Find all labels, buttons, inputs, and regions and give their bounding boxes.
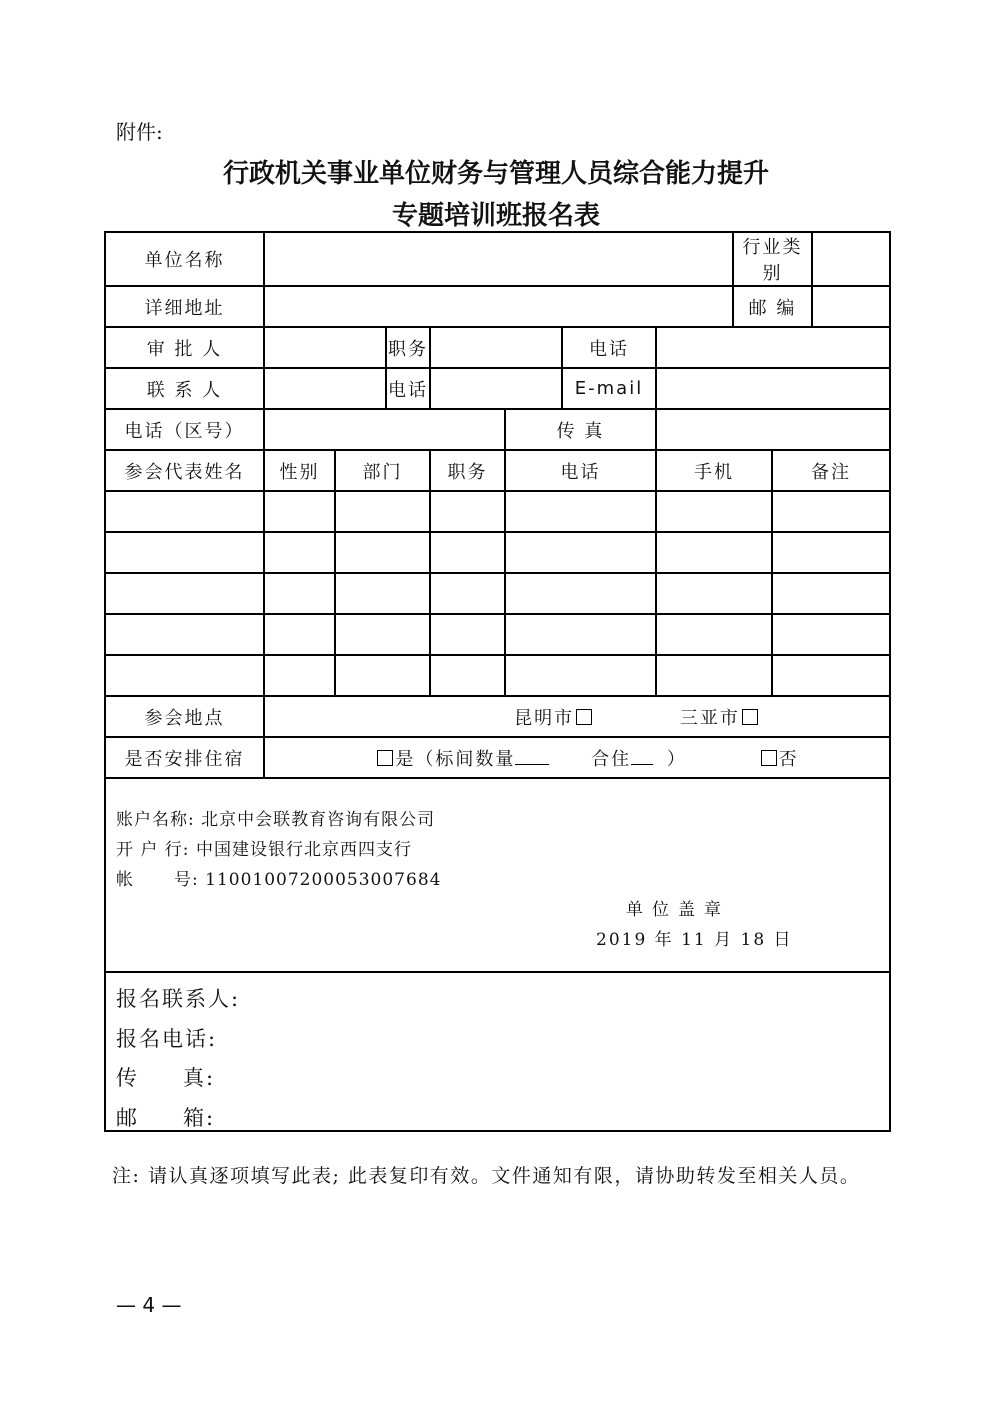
attendee-name-cell[interactable] [105,532,264,573]
lodging-label: 是否安排住宿 [105,737,264,778]
contact-phone-label: 电话 [386,368,430,409]
lodging-yes-label: 是（标间数量 [395,748,516,770]
contact-phone-field[interactable] [430,368,562,409]
registration-email-rest: 箱: [183,1106,216,1130]
attendee-name-cell[interactable] [105,573,264,614]
department-cell[interactable] [335,573,430,614]
approver-phone-label: 电话 [562,327,656,368]
gender-cell[interactable] [264,491,335,532]
registration-form [104,231,891,1132]
email-label: E-mail [562,368,656,409]
approver-label: 审 批 人 [105,327,264,368]
contact-field[interactable] [264,368,386,409]
approver-position-field[interactable] [430,327,562,368]
attendee-name-cell[interactable] [105,491,264,532]
department-cell[interactable] [335,491,430,532]
form-subtitle: 专题培训班报名表 [391,201,600,231]
unit-name-label: 单位名称 [105,232,264,286]
venue-sanya-label: 三亚市 [679,707,740,729]
attendee-row [105,655,890,696]
department-cell[interactable] [335,655,430,696]
venue-sanya-checkbox[interactable] [742,709,758,725]
form-title: 行政机关事业单位财务与管理人员综合能力提升 [222,159,769,189]
phone-cell[interactable] [505,491,656,532]
position-cell[interactable] [430,614,505,655]
phone-cell[interactable] [505,614,656,655]
mobile-cell[interactable] [656,573,772,614]
postcode-field[interactable] [812,286,890,327]
registration-fax-label: 传 [116,1066,139,1090]
account-name: 账户名称: 北京中会联教育咨询有限公司 [116,810,436,830]
venue-kunming-checkbox[interactable] [576,709,592,725]
mobile-cell[interactable] [656,491,772,532]
lodging-close-paren: ） [666,748,687,770]
bank-name: 开 户 行: 中国建设银行北京西四支行 [116,840,412,860]
share-count-blank[interactable] [631,750,653,765]
account-number [116,865,441,890]
seal-date: 2019 年 11 月 18 日 [596,930,793,950]
attendee-name-cell[interactable] [105,655,264,696]
address-field[interactable] [264,286,733,327]
registration-fax [116,1062,215,1092]
mobile-header: 手机 [656,450,772,491]
attachment-label: 附件: [116,120,163,144]
industry-field[interactable] [812,232,890,286]
registration-contact: 报名联系人: [116,987,241,1011]
registration-email [116,1102,215,1131]
attendee-row [105,614,890,655]
attendee-row [105,491,890,532]
phone-area-field[interactable] [264,409,505,450]
mobile-cell[interactable] [656,614,772,655]
phone-cell[interactable] [505,573,656,614]
gender-cell[interactable] [264,532,335,573]
gender-header: 性别 [264,450,335,491]
approver-phone-field[interactable] [656,327,890,368]
unit-seal-label: 单位盖章 [626,900,730,920]
bank-info-section [105,778,890,972]
approver-field[interactable] [264,327,386,368]
account-number-label: 帐 [116,870,134,890]
account-number-value: 号: 11001007200053007684 [174,870,442,890]
remarks-header: 备注 [772,450,890,491]
form-note: 注: 请认真逐项填写此表; 此表复印有效。文件通知有限，请协助转发至相关人员。 [112,1165,861,1187]
unit-name-field[interactable] [264,232,733,286]
fax-field[interactable] [656,409,890,450]
industry-label: 行业类别 [733,232,812,286]
gender-cell[interactable] [264,655,335,696]
attendee-name-header: 参会代表姓名 [105,450,264,491]
lodging-no-label: 否 [778,748,799,770]
venue-label: 参会地点 [105,696,264,737]
page-number: — 4 — [116,1293,182,1317]
attendee-row [105,532,890,573]
venue-kunming-label: 昆明市 [514,707,575,729]
lodging-no-checkbox[interactable] [761,750,777,766]
email-field[interactable] [656,368,890,409]
mobile-cell[interactable] [656,532,772,573]
remarks-cell[interactable] [772,573,890,614]
attendee-name-cell[interactable] [105,614,264,655]
phone-cell[interactable] [505,655,656,696]
lodging-options [264,737,890,778]
registration-phone: 报名电话: [116,1027,218,1051]
attendee-row [105,573,890,614]
department-cell[interactable] [335,614,430,655]
registration-fax-rest: 真: [183,1066,216,1090]
position-header: 职务 [430,450,505,491]
room-count-blank[interactable] [515,750,549,765]
remarks-cell[interactable] [772,491,890,532]
lodging-yes-checkbox[interactable] [377,750,393,766]
position-cell[interactable] [430,532,505,573]
fax-label: 传 真 [505,409,656,450]
department-cell[interactable] [335,532,430,573]
postcode-label: 邮 编 [733,286,812,327]
contact-label: 联 系 人 [105,368,264,409]
registration-contacts-section [105,972,890,1131]
gender-cell[interactable] [264,614,335,655]
approver-position-label: 职务 [386,327,430,368]
remarks-cell[interactable] [772,614,890,655]
mobile-cell[interactable] [656,655,772,696]
department-header: 部门 [335,450,430,491]
position-cell[interactable] [430,655,505,696]
phone-cell[interactable] [505,532,656,573]
registration-email-label: 邮 [116,1106,139,1130]
position-cell[interactable] [430,491,505,532]
position-cell[interactable] [430,573,505,614]
venue-options [264,696,890,737]
remarks-cell[interactable] [772,532,890,573]
lodging-share-label: 合住 [591,748,632,770]
gender-cell[interactable] [264,573,335,614]
address-label: 详细地址 [105,286,264,327]
phone-area-label: 电话（区号） [105,409,264,450]
attendee-phone-header: 电话 [505,450,656,491]
remarks-cell[interactable] [772,655,890,696]
